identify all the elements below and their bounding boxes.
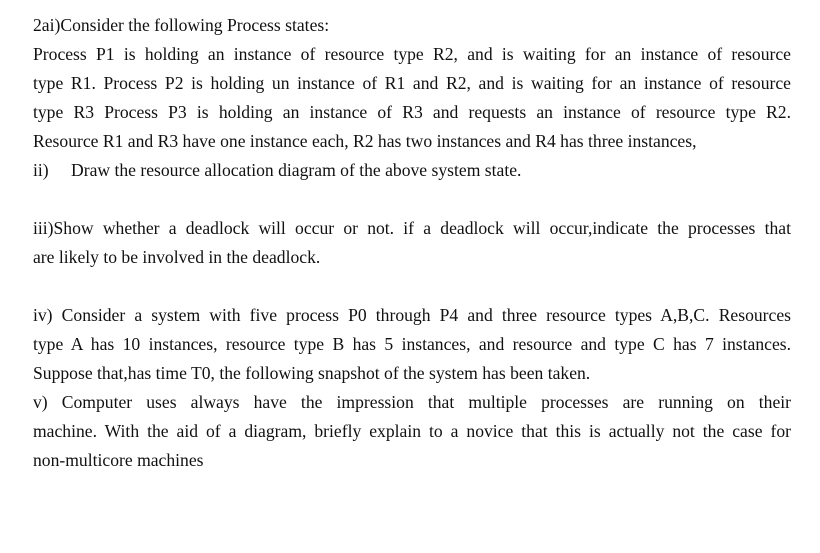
question-2a-line-1: Process P1 is holding an instance of resource type R2, and is waiting for an instance of resource bbox=[33, 44, 791, 64]
spacer bbox=[33, 272, 791, 301]
question-2-v-line-2: machine. With the aid of a diagram, briefly explain to a novice that this is actually not the case for bbox=[33, 421, 791, 441]
question-2a-line-4: Resource R1 and R3 have one instance each, R2 has two instances and R4 has three instances, bbox=[33, 131, 697, 151]
question-2a-line-2: type R1. Process P2 is holding un instance of R1 and R2, and is waiting for an instance of resource bbox=[33, 73, 791, 93]
question-2-iv-line-2: type A has 10 instances, resource type B has 5 instances, and resource and type C has 7 instances. bbox=[33, 334, 791, 354]
question-2a-title: 2ai)Consider the following Process states: bbox=[33, 15, 330, 35]
question-document bbox=[33, 11, 791, 475]
question-2-iv-line-3: Suppose that,has time T0, the following snapshot of the system has been taken. bbox=[33, 363, 591, 383]
question-2a-ii-text: Draw the resource allocation diagram of the above system state. bbox=[71, 160, 522, 180]
question-2a-line-3: type R3 Process P3 is holding an instance of R3 and requests an instance of resource type R2. bbox=[33, 102, 791, 122]
question-2a-ii bbox=[33, 156, 791, 185]
question-2-iii-line-2: are likely to be involved in the deadlock. bbox=[33, 247, 321, 267]
question-2-iii-line-1: iii)Show whether a deadlock will occur or not. if a deadlock will occur,indicate the processes that bbox=[33, 218, 791, 238]
question-2-v-line-3: non-multicore machines bbox=[33, 450, 204, 470]
spacer bbox=[33, 185, 791, 214]
question-2-iv-line-1: iv) Consider a system with five process P0 through P4 and three resource types A,B,C. Resources bbox=[33, 305, 791, 325]
question-2a-ii-number: ii) bbox=[33, 160, 49, 180]
question-2-v-line-1: v) Computer uses always have the impression that multiple processes are running on their bbox=[33, 392, 791, 412]
